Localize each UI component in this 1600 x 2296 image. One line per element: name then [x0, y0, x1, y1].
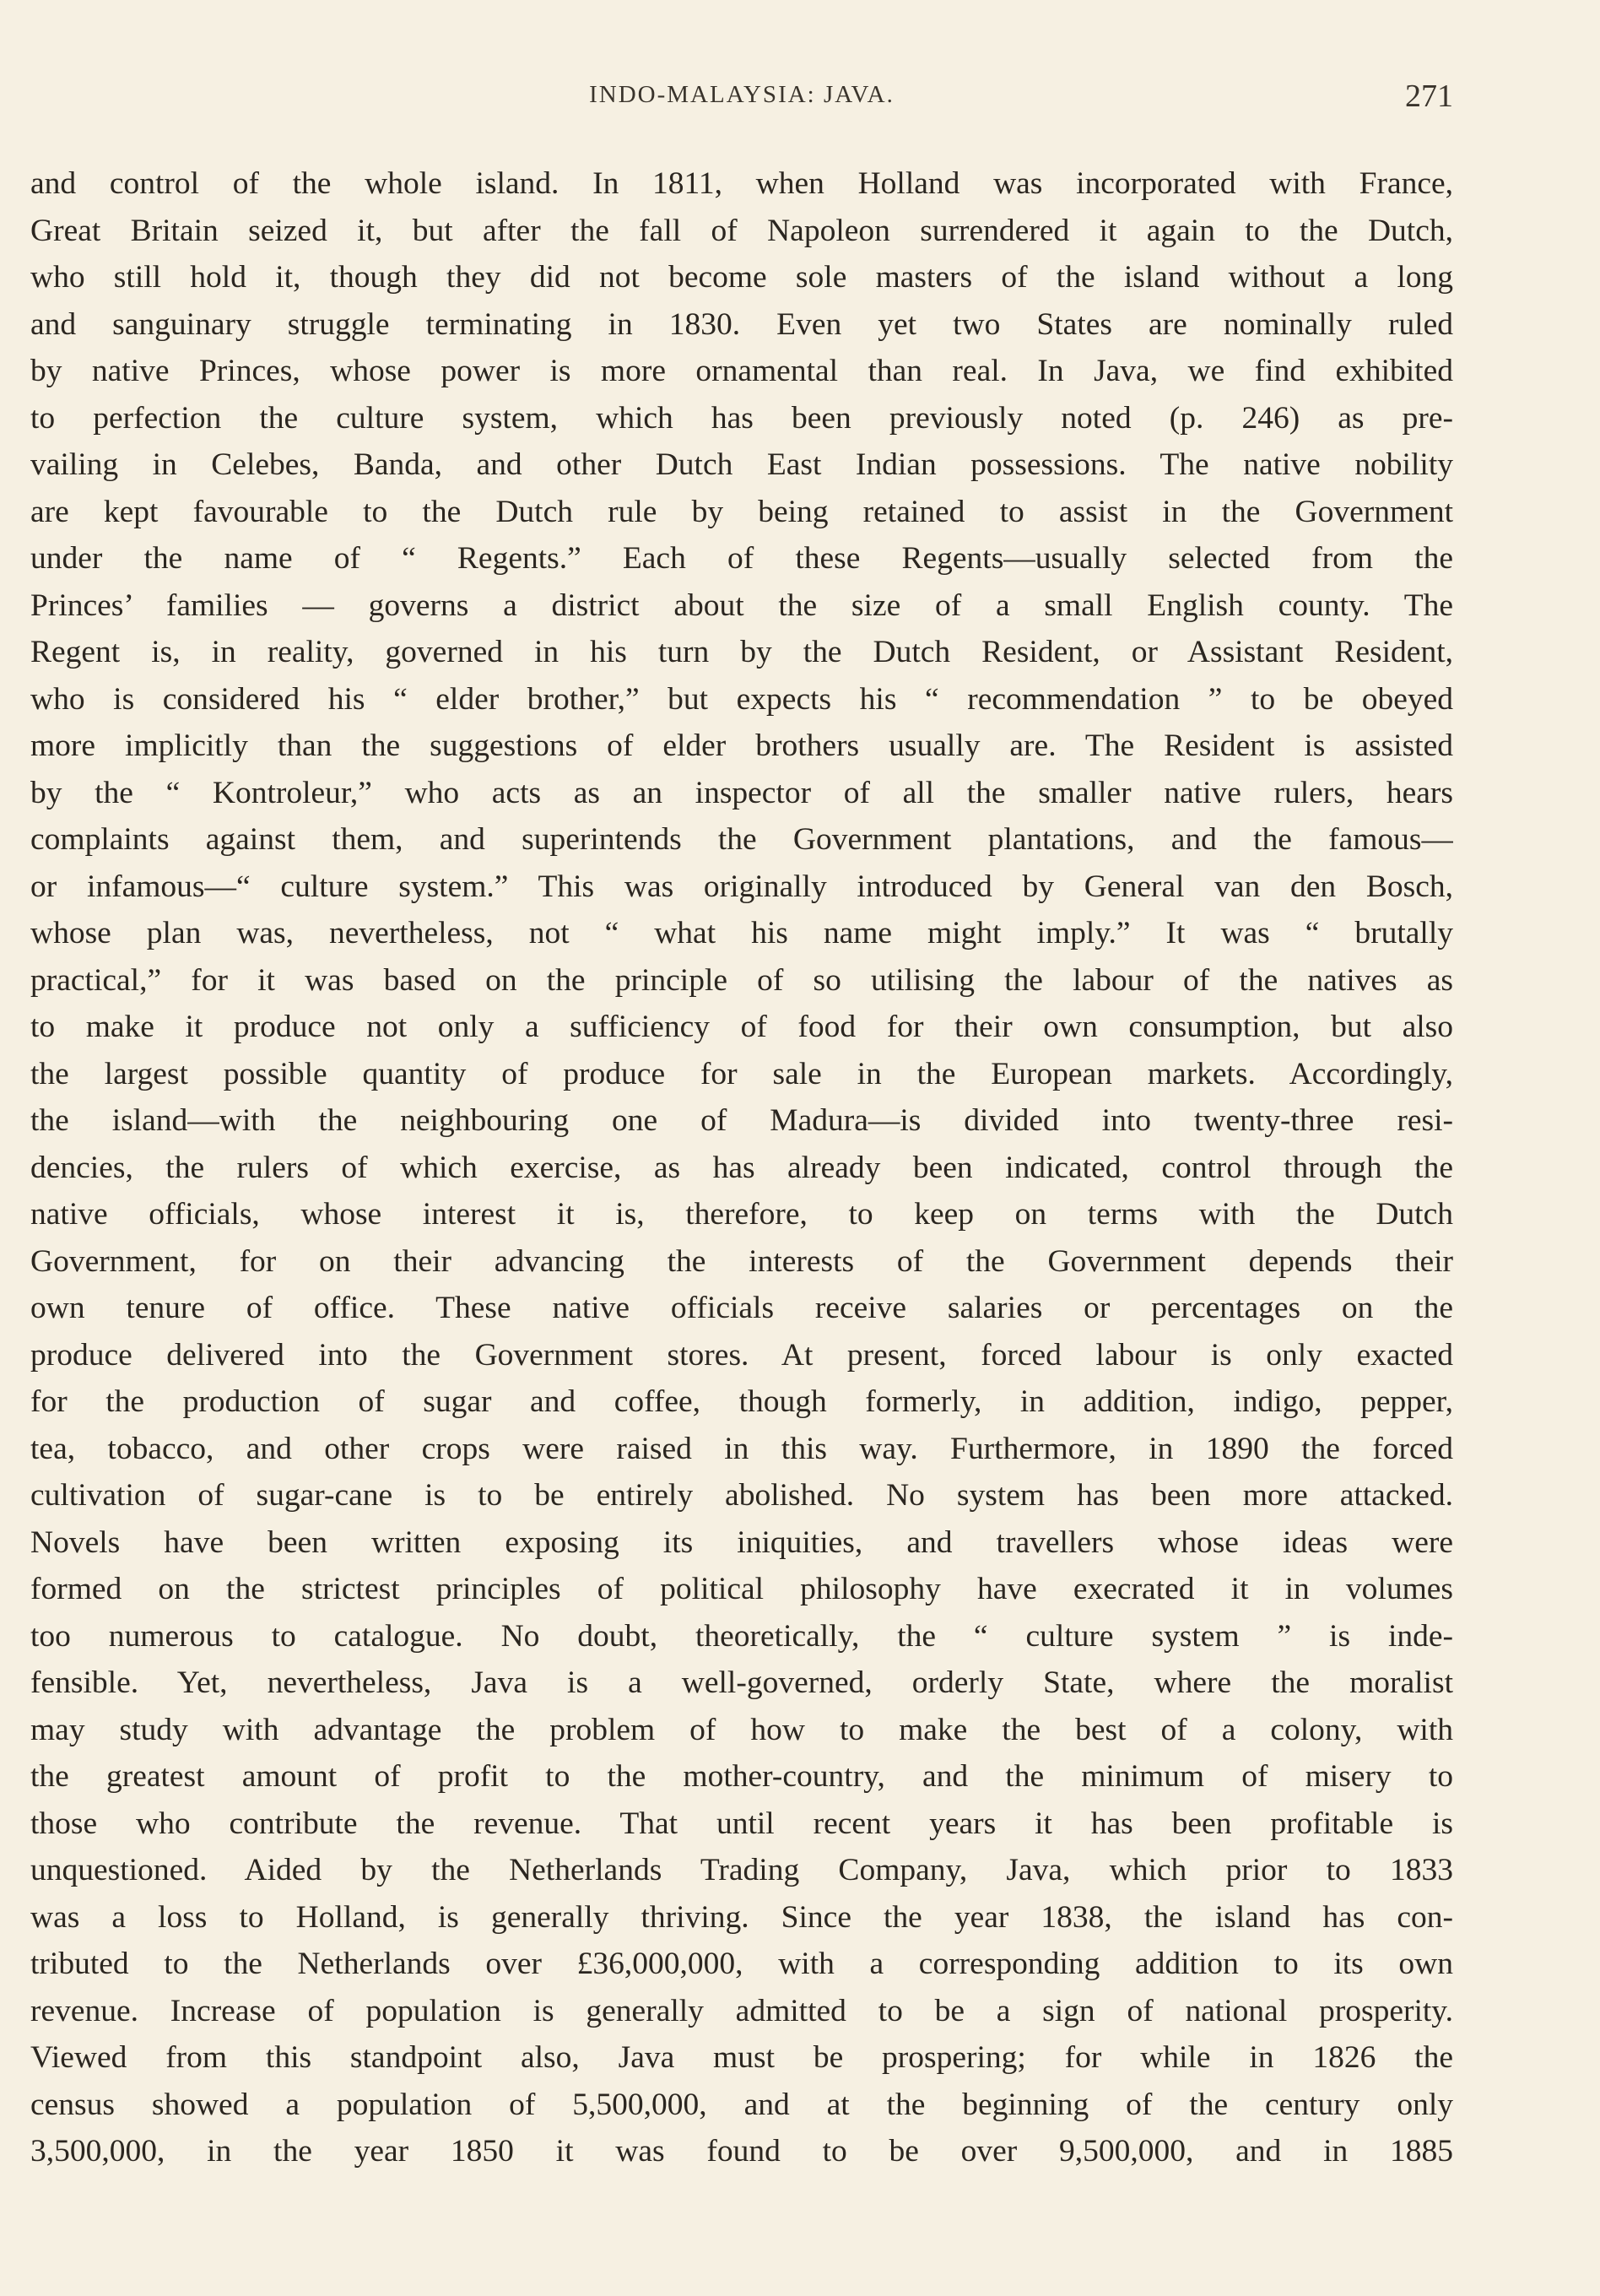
text-line: was a loss to Holland, is generally thriving. Since the year 1838, the island has con-: [30, 1899, 1453, 1935]
text-line: by the “ Kontroleur,” who acts as an inspector of all the smaller native rulers, hears: [30, 775, 1453, 810]
text-line: unquestioned. Aided by the Netherlands Trading Company, Java, which prior to 1833: [30, 1853, 1453, 1887]
text-line: to make it produce not only a sufficiency of food for their own consumption, but also: [30, 1010, 1453, 1044]
text-line: 3,500,000, in the year 1850 it was found to be over 9,500,000, and in 1885: [30, 2134, 1453, 2169]
text-line: the greatest amount of profit to the mother-country, and the minimum of misery to: [30, 1759, 1453, 1794]
text-line: by native Princes, whose power is more ornamental than real. In Java, we find exhibited: [30, 354, 1453, 388]
text-line: Viewed from this standpoint also, Java must be prospering; for while in 1826 the: [30, 2040, 1453, 2075]
text-line: practical,” for it was based on the principle of so utilising the labour of the natives as: [30, 962, 1453, 998]
text-line: the island—with the neighbouring one of Madura—is divided into twenty-three resi-: [30, 1103, 1453, 1138]
body-text: [30, 160, 1453, 2175]
page-number: 271: [1405, 79, 1453, 114]
text-line: for the production of sugar and coffee, though formerly, in addition, indigo, pepper,: [30, 1384, 1453, 1419]
text-line: may study with advantage the problem of how to make the best of a colony, with: [30, 1712, 1453, 1747]
text-line: and sanguinary struggle terminating in 1830. Even yet two States are nominally ruled: [30, 306, 1453, 342]
text-line: formed on the strictest principles of political philosophy have execrated it in volumes: [30, 1572, 1453, 1606]
text-line: dencies, the rulers of which exercise, as has already been indicated, control through the: [30, 1150, 1453, 1185]
text-line: complaints against them, and superintends the Government plantations, and the famous—: [30, 822, 1453, 857]
text-line: who still hold it, though they did not become sole masters of the island without a long: [30, 260, 1453, 295]
text-line: Regent is, in reality, governed in his turn by the Dutch Resident, or Assistant Resident,: [30, 635, 1453, 669]
text-line: are kept favourable to the Dutch rule by being retained to assist in the Government: [30, 494, 1453, 529]
text-line: who is considered his “ elder brother,” but expects his “ recommendation ” to be obeyed: [30, 681, 1453, 717]
running-head: [30, 81, 1453, 123]
text-line: revenue. Increase of population is generally admitted to be a sign of national prosperity.: [30, 1993, 1453, 2028]
text-line: cultivation of sugar-cane is to be entirely abolished. No system has been more attacked.: [30, 1478, 1453, 1513]
running-title: INDO-MALAYSIA: JAVA.: [589, 81, 895, 108]
text-line: own tenure of office. These native officials receive salaries or percentages on the: [30, 1291, 1453, 1325]
text-line: fensible. Yet, nevertheless, Java is a well-governed, orderly State, where the moralist: [30, 1665, 1453, 1700]
text-line: Government, for on their advancing the interests of the Government depends their: [30, 1243, 1453, 1279]
text-line: native officials, whose interest it is, therefore, to keep on terms with the Dutch: [30, 1197, 1453, 1232]
text-line: to perfection the culture system, which has been previously noted (p. 246) as pre-: [30, 400, 1453, 436]
text-line: whose plan was, nevertheless, not “ what his name might imply.” It was “ brutally: [30, 916, 1453, 950]
text-line: tea, tobacco, and other crops were raised in this way. Furthermore, in 1890 the forced: [30, 1431, 1453, 1466]
text-line: Novels have been written exposing its iniquities, and travellers whose ideas were: [30, 1524, 1453, 1560]
text-line: produce delivered into the Government stores. At present, forced labour is only exacted: [30, 1337, 1453, 1373]
text-line: and control of the whole island. In 1811, when Holland was incorporated with France,: [30, 166, 1453, 201]
text-line: those who contribute the revenue. That until recent years it has been profitable is: [30, 1806, 1453, 1841]
text-line: or infamous—“ culture system.” This was originally introduced by General van den Bosch,: [30, 869, 1453, 904]
text-line: the largest possible quantity of produce for sale in the European markets. Accordingly,: [30, 1056, 1453, 1091]
text-line: tributed to the Netherlands over £36,000,000, with a corresponding addition to its own: [30, 1947, 1453, 1981]
text-line: Princes’ families — governs a district about the size of a small English county. The: [30, 588, 1453, 623]
text-line: vailing in Celebes, Banda, and other Dutch East Indian possessions. The native nobility: [30, 447, 1453, 482]
text-line: Great Britain seized it, but after the fall of Napoleon surrendered it again to the Dutch,: [30, 213, 1453, 248]
text-line: too numerous to catalogue. No doubt, theoretically, the “ culture system ” is inde-: [30, 1618, 1453, 1654]
text-line: under the name of “ Regents.” Each of these Regents—usually selected from the: [30, 541, 1453, 576]
text-line: census showed a population of 5,500,000, and at the beginning of the century only: [30, 2087, 1453, 2122]
text-line: more implicitly than the suggestions of elder brothers usually are. The Resident is assisted: [30, 728, 1453, 763]
